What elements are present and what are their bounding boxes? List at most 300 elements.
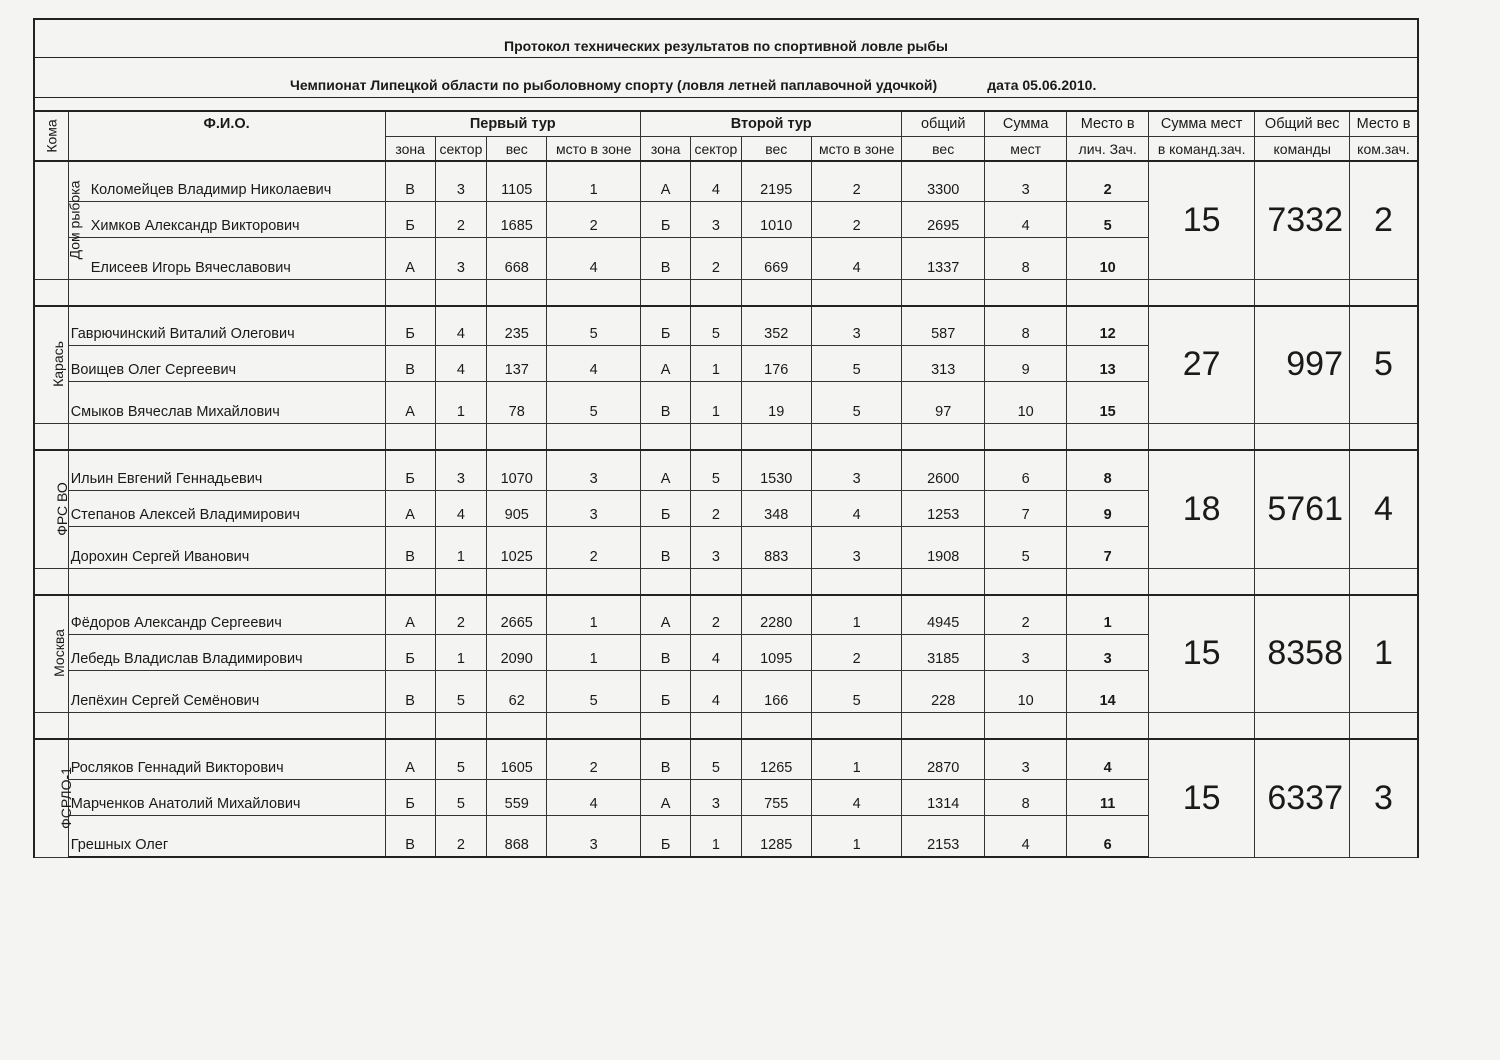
sum-places-header-bottom: мест: [984, 137, 1066, 162]
personal-place: 9: [1067, 490, 1148, 526]
zone-place-r1: 4: [547, 779, 641, 815]
zone-r2: Б: [640, 815, 690, 857]
sum-places: 4: [984, 815, 1066, 857]
sum-places: 8: [984, 237, 1066, 279]
zone-r1: А: [385, 490, 435, 526]
zone-r2: А: [640, 595, 690, 635]
sum-places: 6: [984, 450, 1066, 490]
zone-r2: В: [640, 382, 690, 424]
weight-r2: 19: [741, 382, 811, 424]
championship-name: Чемпионат Липецкой области по рыболовному спорту (ловля летней паплавочной удочкой): [290, 77, 938, 93]
separator-cell: [902, 568, 984, 595]
team-sum-places: 18: [1148, 450, 1255, 568]
sector-r1: 1: [435, 635, 486, 671]
weight-r1: 559: [487, 779, 547, 815]
sector-r1: 5: [435, 739, 486, 779]
sector-r1: 1: [435, 382, 486, 424]
personal-place-header-top: Место в: [1067, 111, 1148, 137]
team-sum-header-bottom: в команд.зач.: [1148, 137, 1255, 162]
zone-place-r1: 5: [547, 306, 641, 346]
weight-r1: 1070: [487, 450, 547, 490]
zone-place-r1: 1: [547, 161, 641, 201]
zone-r1: В: [385, 346, 435, 382]
separator-cell: [1067, 568, 1148, 595]
separator-cell: [1255, 424, 1350, 451]
sector-r2: 5: [691, 450, 741, 490]
sector-r1: 4: [435, 490, 486, 526]
separator-cell: [984, 279, 1066, 306]
sector-r2: 3: [691, 526, 741, 568]
weight-header-r1: вес: [487, 137, 547, 162]
sector-r1: 5: [435, 779, 486, 815]
sum-places: 8: [984, 779, 1066, 815]
team-place: 3: [1350, 739, 1419, 857]
zone-place-r1: 1: [547, 635, 641, 671]
team-weight-header-bottom: команды: [1255, 137, 1350, 162]
separator-cell: [1067, 279, 1148, 306]
zone-place-r2: 1: [811, 739, 902, 779]
championship-line: [33, 58, 1419, 98]
zone-r1: А: [385, 739, 435, 779]
separator-cell: [811, 424, 902, 451]
total-weight: 587: [902, 306, 984, 346]
zone-place-r2: 5: [811, 671, 902, 713]
team-name-cell: [34, 306, 68, 424]
separator-cell: [487, 568, 547, 595]
zone-r1: Б: [385, 450, 435, 490]
separator-cell: [547, 713, 641, 740]
round1-header: Первый тур: [385, 111, 640, 137]
team-place: 2: [1350, 161, 1419, 279]
zone-place-r1: 5: [547, 671, 641, 713]
weight-r1: 668: [487, 237, 547, 279]
total-weight: 313: [902, 346, 984, 382]
zone-place-header-r2: мсто в зоне: [811, 137, 902, 162]
separator-cell: [902, 279, 984, 306]
zone-place-r2: 3: [811, 450, 902, 490]
zone-r2: А: [640, 161, 690, 201]
zone-r2: А: [640, 779, 690, 815]
weight-r1: 905: [487, 490, 547, 526]
separator-cell: [1350, 424, 1419, 451]
participant-name: Елисеев Игорь Вячеславович: [68, 237, 385, 279]
separator-cell: [741, 713, 811, 740]
team-name-cell: [34, 739, 74, 857]
zone-place-r2: 2: [811, 201, 902, 237]
zone-r2: В: [640, 739, 690, 779]
separator-cell: [385, 279, 435, 306]
team-total-weight: 997: [1255, 306, 1350, 424]
total-weight: 1908: [902, 526, 984, 568]
results-table: [33, 110, 1419, 858]
sector-r2: 1: [691, 382, 741, 424]
sector-header-r2: сектор: [691, 137, 741, 162]
separator-cell: [1148, 713, 1255, 740]
weight-r1: 2665: [487, 595, 547, 635]
zone-place-r2: 3: [811, 526, 902, 568]
participant-name: Фёдоров Александр Сергеевич: [68, 595, 385, 635]
separator-cell: [385, 568, 435, 595]
zone-place-r1: 5: [547, 382, 641, 424]
team-header: Кома: [43, 118, 60, 153]
table-row: [34, 595, 1418, 635]
team-total-weight: 8358: [1255, 595, 1350, 713]
separator-cell: [1350, 279, 1419, 306]
separator-cell: [640, 713, 690, 740]
separator-cell: [691, 713, 741, 740]
sum-places: 9: [984, 346, 1066, 382]
separator-cell: [1148, 279, 1255, 306]
separator-cell: [1350, 713, 1419, 740]
separator-cell: [34, 713, 68, 740]
weight-r1: 137: [487, 346, 547, 382]
sum-places: 2: [984, 595, 1066, 635]
zone-place-r2: 2: [811, 635, 902, 671]
weight-r1: 1105: [487, 161, 547, 201]
total-weight: 1253: [902, 490, 984, 526]
separator-cell: [487, 279, 547, 306]
team-place: 1: [1350, 595, 1419, 713]
sector-r1: 3: [435, 161, 486, 201]
weight-r2: 1530: [741, 450, 811, 490]
separator-cell: [68, 424, 385, 451]
separator-cell: [435, 424, 486, 451]
zone-r2: А: [640, 346, 690, 382]
separator-cell: [691, 279, 741, 306]
team-sum-places: 27: [1148, 306, 1255, 424]
sector-r1: 2: [435, 201, 486, 237]
zone-r1: В: [385, 815, 435, 857]
weight-r1: 868: [487, 815, 547, 857]
weight-r2: 348: [741, 490, 811, 526]
personal-place: 12: [1067, 306, 1148, 346]
sector-r2: 2: [691, 237, 741, 279]
zone-place-r1: 3: [547, 490, 641, 526]
team-place-header-bottom: ком.зач.: [1350, 137, 1419, 162]
zone-r2: Б: [640, 201, 690, 237]
zone-r1: Б: [385, 306, 435, 346]
total-weight: 3300: [902, 161, 984, 201]
team-sum-places: 15: [1148, 595, 1255, 713]
separator-cell: [811, 279, 902, 306]
weight-r2: 2280: [741, 595, 811, 635]
weight-r2: 176: [741, 346, 811, 382]
separator-cell: [68, 713, 385, 740]
separator-cell: [1255, 713, 1350, 740]
weight-r2: 1095: [741, 635, 811, 671]
total-weight: 2153: [902, 815, 984, 857]
team-place: 5: [1350, 306, 1419, 424]
zone-r2: В: [640, 635, 690, 671]
weight-r2: 669: [741, 237, 811, 279]
separator-row: [34, 713, 1418, 740]
weight-r2: 2195: [741, 161, 811, 201]
total-weight: 2870: [902, 739, 984, 779]
event-date: дата 05.06.2010.: [987, 77, 1097, 93]
personal-place: 6: [1067, 815, 1148, 857]
weight-r1: 62: [487, 671, 547, 713]
zone-r2: А: [640, 450, 690, 490]
zone-place-r1: 2: [547, 201, 641, 237]
team-name-cell: [34, 450, 68, 568]
sum-places: 3: [984, 161, 1066, 201]
weight-r1: 1605: [487, 739, 547, 779]
total-weight-header-bottom: вес: [902, 137, 984, 162]
zone-r1: В: [385, 526, 435, 568]
team-name: ФРС ВО: [53, 481, 70, 536]
personal-place: 14: [1067, 671, 1148, 713]
sector-r1: 5: [435, 671, 486, 713]
separator-cell: [487, 424, 547, 451]
separator-cell: [547, 424, 641, 451]
zone-r2: В: [640, 526, 690, 568]
separator-cell: [691, 424, 741, 451]
separator-cell: [1148, 424, 1255, 451]
zone-place-r1: 3: [547, 815, 641, 857]
separator-cell: [902, 713, 984, 740]
zone-r1: Б: [385, 635, 435, 671]
personal-place: 5: [1067, 201, 1148, 237]
sector-r2: 5: [691, 739, 741, 779]
separator-cell: [1350, 568, 1419, 595]
zone-r1: В: [385, 161, 435, 201]
sector-r1: 3: [435, 450, 486, 490]
sector-r1: 3: [435, 237, 486, 279]
separator-cell: [811, 713, 902, 740]
zone-place-r1: 3: [547, 450, 641, 490]
separator-cell: [640, 568, 690, 595]
table-row: [34, 306, 1418, 346]
participant-name: Воищев Олег Сергеевич: [68, 346, 385, 382]
team-sum-places: 15: [1148, 739, 1255, 857]
zone-place-r2: 4: [811, 237, 902, 279]
personal-place: 13: [1067, 346, 1148, 382]
zone-r1: А: [385, 382, 435, 424]
separator-cell: [640, 279, 690, 306]
zone-r1: Б: [385, 201, 435, 237]
participant-name: Лебедь Владислав Владимирович: [68, 635, 385, 671]
total-weight: 97: [902, 382, 984, 424]
sector-header-r1: сектор: [435, 137, 486, 162]
personal-place: 8: [1067, 450, 1148, 490]
zone-place-r1: 4: [547, 346, 641, 382]
zone-header-r2: зона: [640, 137, 690, 162]
separator-cell: [547, 279, 641, 306]
team-total-weight: 7332: [1255, 161, 1350, 279]
total-weight: 2695: [902, 201, 984, 237]
sector-r2: 5: [691, 306, 741, 346]
sector-r2: 2: [691, 490, 741, 526]
header-row-1: [34, 111, 1418, 137]
team-total-weight: 5761: [1255, 450, 1350, 568]
zone-r1: А: [385, 595, 435, 635]
weight-r1: 78: [487, 382, 547, 424]
total-weight: 2600: [902, 450, 984, 490]
zone-r2: Б: [640, 671, 690, 713]
personal-place: 4: [1067, 739, 1148, 779]
sector-r1: 1: [435, 526, 486, 568]
team-name-cell: [34, 595, 68, 713]
personal-place: 2: [1067, 161, 1148, 201]
separator-cell: [1067, 713, 1148, 740]
table-row: [34, 739, 1418, 779]
personal-place: 15: [1067, 382, 1148, 424]
document-title: Протокол технических результатов по спортивной ловле рыбы: [33, 18, 1419, 58]
team-name: Дом рыбока: [66, 180, 83, 260]
weight-header-r2: вес: [741, 137, 811, 162]
total-weight: 1314: [902, 779, 984, 815]
sector-r2: 4: [691, 161, 741, 201]
separator-cell: [487, 713, 547, 740]
sector-r2: 1: [691, 346, 741, 382]
separator-cell: [984, 568, 1066, 595]
weight-r1: 235: [487, 306, 547, 346]
sector-r2: 3: [691, 779, 741, 815]
name-header: Ф.И.О.: [68, 111, 385, 161]
sum-places: 4: [984, 201, 1066, 237]
personal-place: 3: [1067, 635, 1148, 671]
separator-cell: [435, 279, 486, 306]
weight-r2: 1265: [741, 739, 811, 779]
sector-r2: 3: [691, 201, 741, 237]
personal-place: 1: [1067, 595, 1148, 635]
spacer: [33, 98, 1419, 110]
zone-place-header-r1: мсто в зоне: [547, 137, 641, 162]
weight-r1: 2090: [487, 635, 547, 671]
table-row: [34, 450, 1418, 490]
separator-cell: [1067, 424, 1148, 451]
weight-r2: 352: [741, 306, 811, 346]
separator-cell: [1255, 568, 1350, 595]
zone-header-r1: зона: [385, 137, 435, 162]
zone-place-r1: 2: [547, 739, 641, 779]
separator-cell: [435, 568, 486, 595]
participant-name: Ильин Евгений Геннадьевич: [68, 450, 385, 490]
participant-name: Марченков Анатолий Михайлович: [68, 779, 385, 815]
total-weight: 1337: [902, 237, 984, 279]
zone-place-r2: 1: [811, 815, 902, 857]
separator-cell: [902, 424, 984, 451]
table-row: [34, 161, 1418, 201]
separator-row: [34, 279, 1418, 306]
total-weight: 3185: [902, 635, 984, 671]
zone-place-r1: 4: [547, 237, 641, 279]
sum-places: 3: [984, 739, 1066, 779]
participant-name: Степанов Алексей Владимирович: [68, 490, 385, 526]
participant-name: Дорохин Сергей Иванович: [68, 526, 385, 568]
separator-cell: [741, 279, 811, 306]
weight-r2: 1285: [741, 815, 811, 857]
sum-places: 5: [984, 526, 1066, 568]
participant-name: Коломейцев Владимир Николаевич: [68, 161, 385, 201]
personal-place: 11: [1067, 779, 1148, 815]
team-place: 4: [1350, 450, 1419, 568]
zone-r2: Б: [640, 306, 690, 346]
sector-r2: 4: [691, 671, 741, 713]
participant-name: Гаврючинский Виталий Олегович: [68, 306, 385, 346]
zone-place-r2: 5: [811, 382, 902, 424]
separator-cell: [385, 424, 435, 451]
sector-r1: 2: [435, 595, 486, 635]
separator-cell: [984, 424, 1066, 451]
participant-name: Химков Александр Викторович: [68, 201, 385, 237]
total-weight: 228: [902, 671, 984, 713]
team-sum-places: 15: [1148, 161, 1255, 279]
sector-r2: 1: [691, 815, 741, 857]
zone-r1: В: [385, 671, 435, 713]
separator-row: [34, 568, 1418, 595]
team-sum-header-top: Сумма мест: [1148, 111, 1255, 137]
participant-name: Грешных Олег: [68, 815, 385, 857]
separator-cell: [68, 568, 385, 595]
weight-r2: 883: [741, 526, 811, 568]
zone-r2: В: [640, 237, 690, 279]
protocol-sheet: [33, 18, 1419, 858]
sum-places: 8: [984, 306, 1066, 346]
team-name: Москва: [50, 629, 67, 678]
total-weight-header-top: общий: [902, 111, 984, 137]
sector-r2: 2: [691, 595, 741, 635]
team-name-cell: [34, 161, 83, 279]
zone-r2: Б: [640, 490, 690, 526]
sum-places: 7: [984, 490, 1066, 526]
zone-place-r2: 4: [811, 779, 902, 815]
separator-cell: [68, 279, 385, 306]
zone-place-r1: 1: [547, 595, 641, 635]
separator-cell: [34, 424, 68, 451]
zone-place-r2: 2: [811, 161, 902, 201]
team-header-cell: [34, 111, 68, 161]
separator-cell: [34, 279, 68, 306]
personal-place: 10: [1067, 237, 1148, 279]
zone-r1: А: [385, 237, 435, 279]
total-weight: 4945: [902, 595, 984, 635]
sum-places: 10: [984, 671, 1066, 713]
participant-name: Росляков Геннадий Викторович: [68, 739, 385, 779]
sum-places: 3: [984, 635, 1066, 671]
participant-name: Смыков Вячеслав Михайлович: [68, 382, 385, 424]
team-name: ФСРЛО-1: [57, 766, 74, 829]
weight-r2: 755: [741, 779, 811, 815]
weight-r2: 1010: [741, 201, 811, 237]
sector-r2: 4: [691, 635, 741, 671]
separator-cell: [1148, 568, 1255, 595]
zone-place-r2: 4: [811, 490, 902, 526]
sector-r1: 2: [435, 815, 486, 857]
zone-place-r2: 5: [811, 346, 902, 382]
separator-cell: [691, 568, 741, 595]
separator-cell: [1255, 279, 1350, 306]
separator-cell: [385, 713, 435, 740]
weight-r1: 1685: [487, 201, 547, 237]
separator-cell: [435, 713, 486, 740]
separator-row: [34, 424, 1418, 451]
sector-r1: 4: [435, 346, 486, 382]
zone-place-r2: 1: [811, 595, 902, 635]
team-total-weight: 6337: [1255, 739, 1350, 857]
separator-cell: [741, 424, 811, 451]
separator-cell: [811, 568, 902, 595]
personal-place: 7: [1067, 526, 1148, 568]
separator-cell: [547, 568, 641, 595]
team-place-header-top: Место в: [1350, 111, 1419, 137]
participant-name: Лепёхин Сергей Семёнович: [68, 671, 385, 713]
personal-place-header-bottom: лич. Зач.: [1067, 137, 1148, 162]
round2-header: Второй тур: [640, 111, 902, 137]
weight-r1: 1025: [487, 526, 547, 568]
weight-r2: 166: [741, 671, 811, 713]
sum-places: 10: [984, 382, 1066, 424]
